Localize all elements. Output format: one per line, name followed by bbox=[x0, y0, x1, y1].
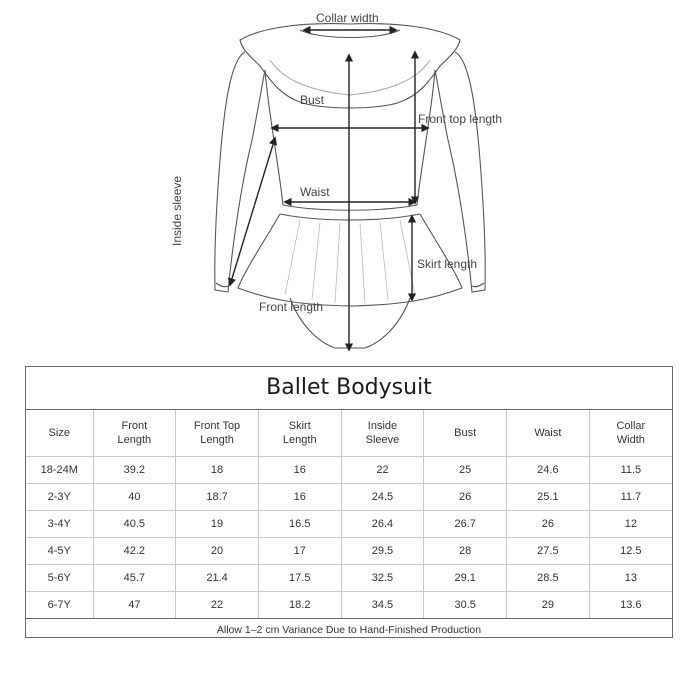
column-header-line: Sleeve bbox=[365, 433, 400, 446]
measurement-cell: 18.7 bbox=[176, 483, 259, 510]
column-header bbox=[258, 410, 341, 456]
measurement-cell: 29.5 bbox=[341, 537, 424, 564]
table-row bbox=[26, 564, 672, 591]
size-cell: 6-7Y bbox=[26, 591, 93, 618]
measurement-cell: 26 bbox=[507, 510, 590, 537]
front-length-label: Front length bbox=[259, 300, 324, 314]
measurement-cell: 22 bbox=[341, 456, 424, 483]
measurement-cell: 13 bbox=[589, 564, 672, 591]
size-cell: 5-6Y bbox=[26, 564, 93, 591]
column-header-line: Front bbox=[121, 419, 148, 432]
column-header bbox=[424, 410, 507, 456]
measurement-cell: 18.2 bbox=[258, 591, 341, 618]
measurement-cell: 40.5 bbox=[93, 510, 176, 537]
measurement-cell: 17 bbox=[258, 537, 341, 564]
measurement-cell: 11.7 bbox=[589, 483, 672, 510]
measurement-cell: 47 bbox=[93, 591, 176, 618]
size-cell: 4-5Y bbox=[26, 537, 93, 564]
header-row bbox=[26, 410, 672, 456]
size-cell: 2-3Y bbox=[26, 483, 93, 510]
measurement-cell: 17.5 bbox=[258, 564, 341, 591]
table-row bbox=[26, 483, 672, 510]
measurement-cell: 16 bbox=[258, 456, 341, 483]
column-header-line: Length bbox=[200, 433, 234, 446]
measurement-cell: 26.7 bbox=[424, 510, 507, 537]
column-header-line: Collar bbox=[616, 419, 646, 432]
inside-sleeve-label: Inside sleeve bbox=[170, 175, 184, 246]
column-header-line: Inside bbox=[367, 419, 398, 432]
table-row bbox=[26, 456, 672, 483]
measurement-cell: 25.1 bbox=[507, 483, 590, 510]
size-chart-table bbox=[25, 366, 673, 638]
measurement-cell: 21.4 bbox=[176, 564, 259, 591]
measurement-cell: 40 bbox=[93, 483, 176, 510]
column-header bbox=[93, 410, 176, 456]
measurement-cell: 28 bbox=[424, 537, 507, 564]
column-header-line: Bust bbox=[454, 426, 477, 439]
table-body bbox=[26, 456, 672, 618]
measurement-cell: 18 bbox=[176, 456, 259, 483]
measurement-cell: 27.5 bbox=[507, 537, 590, 564]
size-cell: 3-4Y bbox=[26, 510, 93, 537]
column-header-line: Size bbox=[48, 426, 70, 439]
measurement-cell: 24.5 bbox=[341, 483, 424, 510]
column-header-line: Width bbox=[616, 433, 645, 446]
bust-label: Bust bbox=[300, 93, 325, 107]
column-header bbox=[507, 410, 590, 456]
column-header-line: Waist bbox=[534, 426, 562, 439]
measurement-cell: 29 bbox=[507, 591, 590, 618]
front-top-length-label: Front top length bbox=[418, 112, 503, 126]
waist-label: Waist bbox=[300, 185, 330, 199]
column-header-line: Length bbox=[117, 433, 152, 446]
measurement-cell: 30.5 bbox=[424, 591, 507, 618]
measurement-cell: 24.6 bbox=[507, 456, 590, 483]
measurement-cell: 26 bbox=[424, 483, 507, 510]
column-header-line: Front Top bbox=[193, 419, 241, 432]
measurement-cell: 19 bbox=[176, 510, 259, 537]
measurement-cell: 11.5 bbox=[589, 456, 672, 483]
column-header bbox=[341, 410, 424, 456]
inside-sleeve-line bbox=[230, 138, 275, 285]
column-header-line: Length bbox=[282, 433, 317, 446]
column-header bbox=[176, 410, 259, 456]
skirt-length-label: Skirt length bbox=[417, 257, 478, 271]
size-grid bbox=[26, 410, 672, 618]
measurement-cell: 34.5 bbox=[341, 591, 424, 618]
measurement-cell: 25 bbox=[424, 456, 507, 483]
measurement-cell: 13.6 bbox=[589, 591, 672, 618]
measurement-cell: 29.1 bbox=[424, 564, 507, 591]
measurement-cell: 28.5 bbox=[507, 564, 590, 591]
table-row bbox=[26, 510, 672, 537]
column-header-line: Skirt bbox=[288, 419, 311, 432]
measurement-cell: 12 bbox=[589, 510, 672, 537]
measurement-cell: 39.2 bbox=[93, 456, 176, 483]
bodysuit-drawing bbox=[215, 24, 486, 348]
collar-width-label: Collar width bbox=[316, 11, 379, 25]
measurement-cell: 16 bbox=[258, 483, 341, 510]
measurement-cell: 12.5 bbox=[589, 537, 672, 564]
column-header bbox=[26, 410, 93, 456]
column-header bbox=[589, 410, 672, 456]
table-title: Ballet Bodysuit bbox=[26, 367, 672, 410]
measurement-cell: 16.5 bbox=[258, 510, 341, 537]
measurement-cell: 26.4 bbox=[341, 510, 424, 537]
table-footnote: Allow 1–2 cm Variance Due to Hand-Finished Production bbox=[26, 618, 672, 641]
measurement-cell: 20 bbox=[176, 537, 259, 564]
measurement-cell: 45.7 bbox=[93, 564, 176, 591]
size-cell: 18-24M bbox=[26, 456, 93, 483]
table-row bbox=[26, 537, 672, 564]
measurement-cell: 22 bbox=[176, 591, 259, 618]
table-row bbox=[26, 591, 672, 618]
measurement-cell: 32.5 bbox=[341, 564, 424, 591]
measurement-cell: 42.2 bbox=[93, 537, 176, 564]
